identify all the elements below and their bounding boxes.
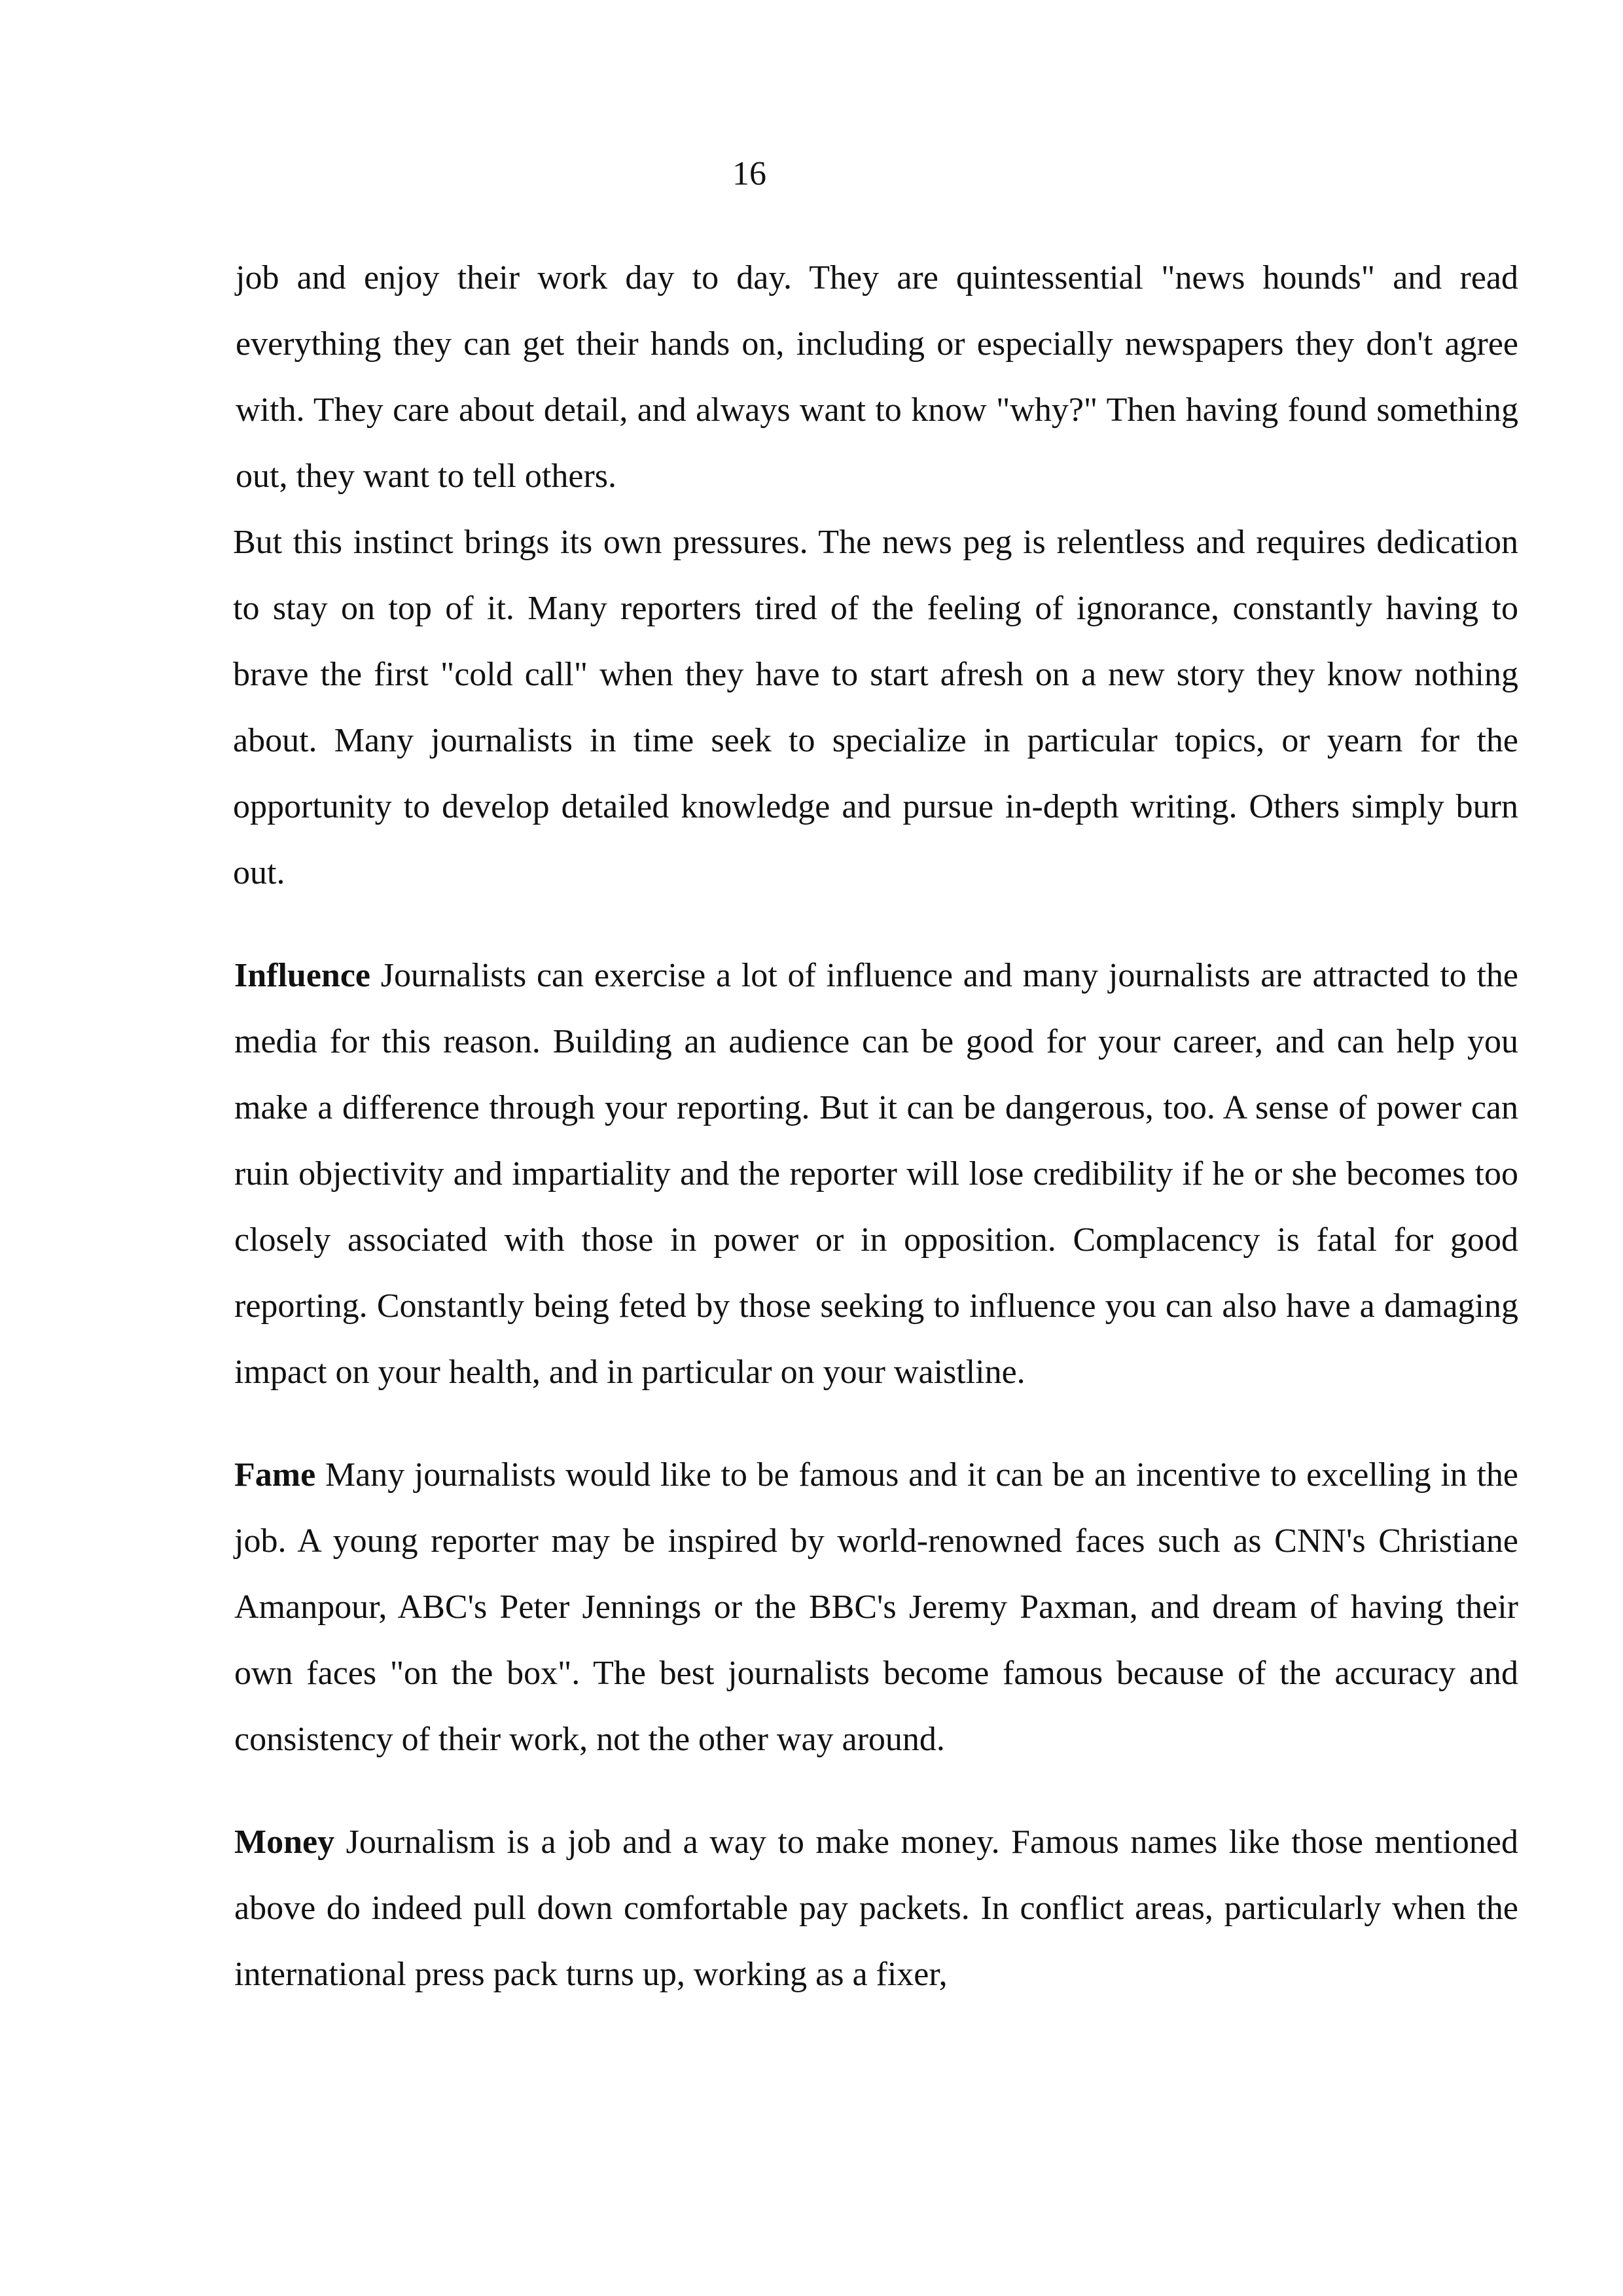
paragraph-heading: Influence (234, 957, 370, 994)
paragraph-fame (234, 1442, 1518, 1772)
paragraph-money (234, 1809, 1518, 2007)
paragraph-text: Journalism is a job and a way to make money. Famous names like those mentioned above do indeed pull down comfortable pay packets. In conflict areas, particularly when the international press pack turns up, working as a fixer, (234, 1823, 1518, 1993)
page-number: 16 (732, 155, 766, 192)
paragraph-heading: Money (234, 1823, 335, 1861)
paragraph-text: job and enjoy their work day to day. They are quintessential "news hounds" and read everything they can get their hands on, including or especially newspapers they don't agree with. They care about detail, and always want to know "why?" Then having found something out, they want to tell others. (236, 259, 1518, 495)
body-text (234, 245, 1518, 2007)
paragraph-text: Journalists can exercise a lot of influence and many journalists are attracted to the media for this reason. Building an audience can be good for your career, and can help you make a difference through your reporting. But it can be dangerous, too. A sense of power can ruin objectivity and impartiality and the reporter will lose credibility if he or she becomes too closely associated with those in power or in opposition. Complacency is fatal for good reporting. Constantly being feted by those seeking to influence you can also have a damaging impact on your health, and in particular on your waistline. (234, 957, 1518, 1391)
paragraph-heading: Fame (234, 1456, 316, 1494)
paragraph-text: But this instinct brings its own pressures. The news peg is relentless and requires dedication to stay on top of it. Many reporters tired of the feeling of ignorance, constantly having to brave the first "cold call" when they have to start afresh on a new story they know nothing about. Many journalists in time seek to specialize in particular topics, or yearn for the opportunity to develop detailed knowledge and pursue in-depth writing. Others simply burn out. (233, 524, 1518, 891)
paragraph-influence (234, 942, 1518, 1405)
paragraph-continuation (236, 245, 1518, 509)
paragraph-pressures (233, 509, 1518, 906)
paragraph-text: Many journalists would like to be famous and it can be an incentive to excelling in the job. A young reporter may be inspired by world-renowned faces such as CNN's Christiane Amanpour, ABC's Peter Jennings or the BBC's Jeremy Paxman, and dream of having their own faces "on the box". The best journalists become famous because of the accuracy and consistency of their work, not the other way around. (234, 1456, 1518, 1758)
